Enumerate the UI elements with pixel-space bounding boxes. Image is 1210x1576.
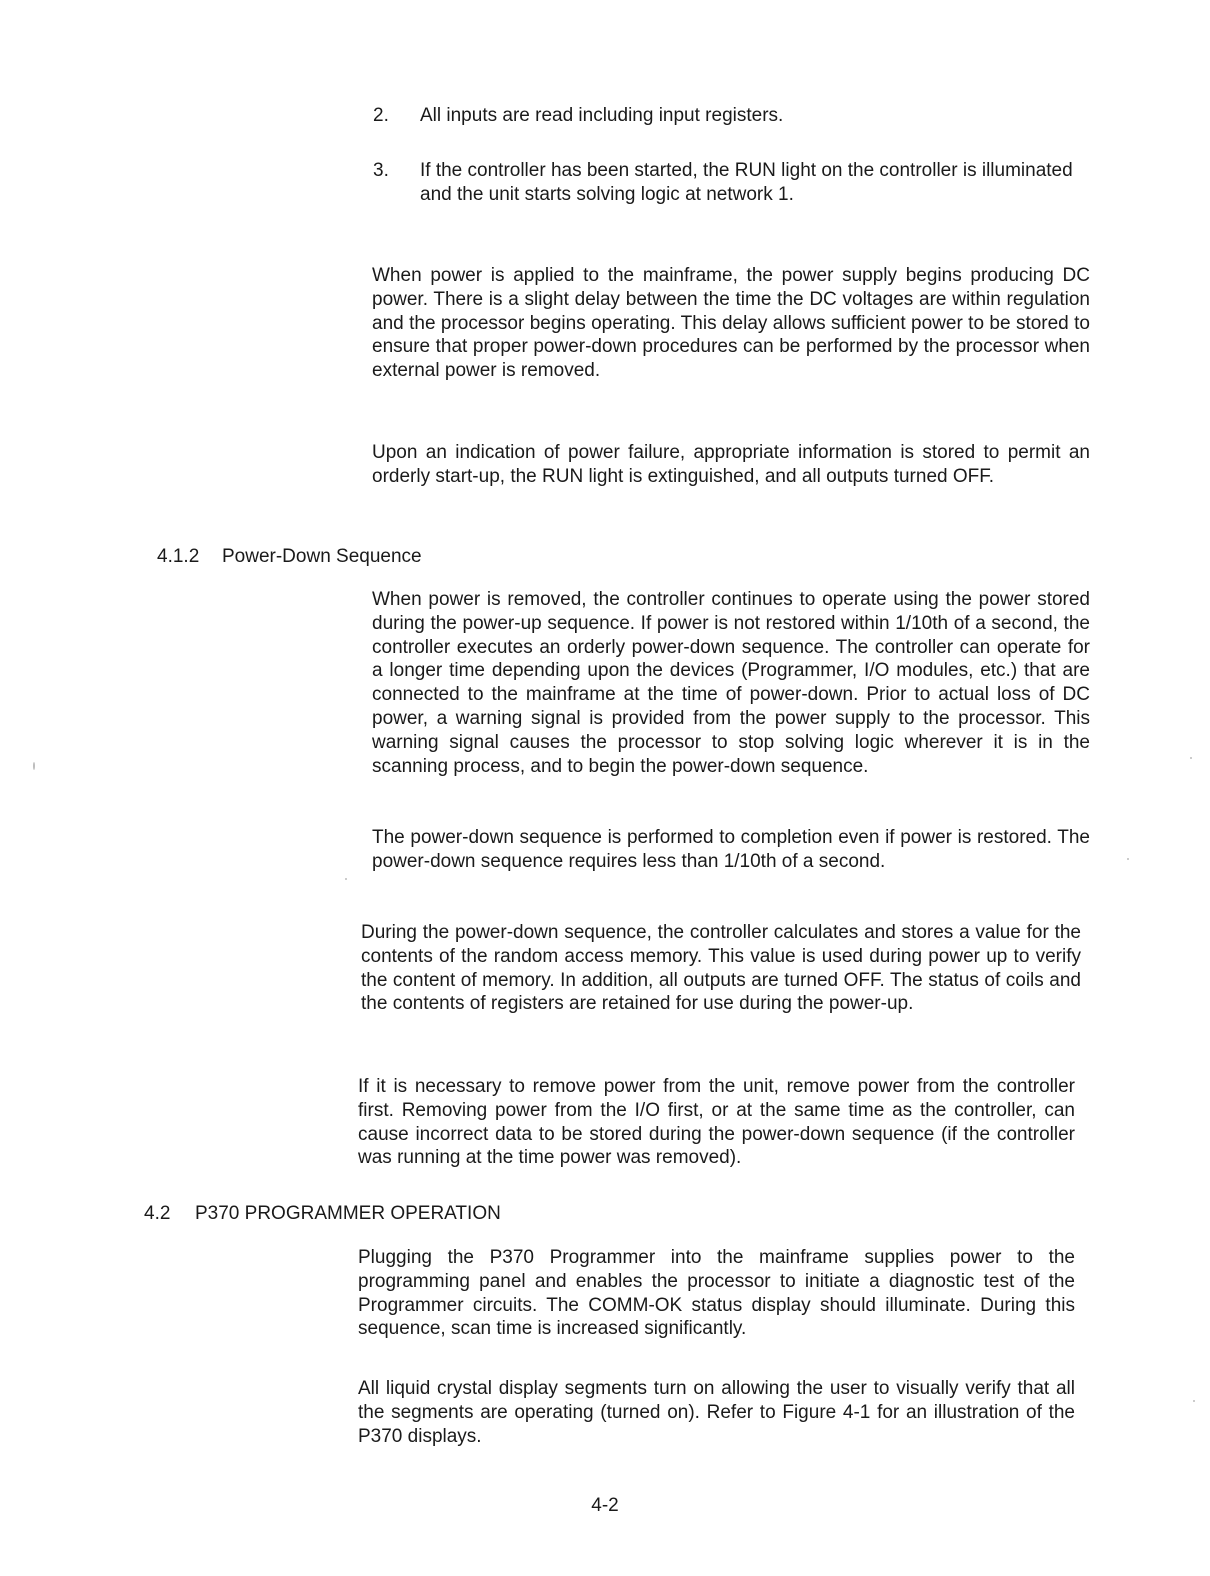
scan-speck (1190, 757, 1192, 759)
paragraph-power-applied: When power is applied to the mainframe, the power supply begins producing DC power. There is a slight delay between the time the DC voltages are within regulation and the processor begins operating. This delay allows sufficient power to be stored to ensure that proper power-down procedures can be performed by the processor when external power is removed. (372, 265, 1090, 382)
page-number: 4-2 (591, 1495, 619, 1516)
section-number: 4.2 (144, 1203, 171, 1224)
paragraph-completion: The power-down sequence is performed to completion even if power is restored. The power-down sequence requires less than 1/10th of a second. (372, 827, 1090, 872)
paragraph-power-removed: When power is removed, the controller continues to operate using the power stored during the power-up sequence. If power is not restored within 1/10th of a second, the controller executes an orderly power-down sequence. The controller can operate for a longer time depending upon the devices (Programmer, I/O modules, etc.) that are connected to the mainframe at the time of power-down. Prior to actual loss of DC power, a warning signal is provided from the power supply to the processor. This warning signal causes the processor to stop solving logic wherever it is in the scanning process, and to begin the power-down sequence. (372, 589, 1090, 777)
list-item-text: If the controller has been started, the RUN light on the controller is illuminated and the unit starts solving logic at network 1. (420, 160, 1073, 205)
scan-speck (1193, 1400, 1195, 1402)
section-title: Power-Down Sequence (222, 546, 422, 567)
paragraph-ram-checksum: During the power-down sequence, the controller calculates and stores a value for the contents of the random access memory. This value is used during power up to verify the content of memory. In addition, all outputs are turned OFF. The status of coils and the contents of registers are retained for use during the power-up. (361, 922, 1081, 1015)
section-title: P370 PROGRAMMER OPERATION (195, 1203, 501, 1224)
paragraph-power-failure: Upon an indication of power failure, appropriate information is stored to permit an orderly start-up, the RUN light is extinguished, and all outputs turned OFF. (372, 442, 1090, 487)
section-number: 4.1.2 (157, 546, 200, 567)
paragraph-plugging-programmer: Plugging the P370 Programmer into the mainframe supplies power to the programming panel and enables the processor to initiate a diagnostic test of the Programmer circuits. The COMM-OK status display should illuminate. During this sequence, scan time is increased significantly. (358, 1247, 1075, 1340)
scan-speck (33, 762, 35, 770)
list-item-number: 2. (373, 105, 389, 126)
paragraph-remove-power-order: If it is necessary to remove power from the unit, remove power from the controller first. Removing power from the I/O first, or at the same time as the controller, can cause incorrect data to be stored during the power-down sequence (if the controller was running at the time power was removed). (358, 1076, 1075, 1169)
section-heading-4-2 (144, 1202, 501, 1226)
list-item-number: 3. (373, 160, 389, 181)
paragraph-lcd-segments: All liquid crystal display segments turn on allowing the user to visually verify that all the segments are operating (turned on). Refer to Figure 4-1 for an illustration of the P370 displays. (358, 1378, 1075, 1447)
section-heading-4-1-2 (157, 545, 422, 569)
list-item-text: All inputs are read including input registers. (420, 105, 784, 126)
scan-speck (345, 878, 347, 880)
scan-speck (1127, 858, 1129, 860)
